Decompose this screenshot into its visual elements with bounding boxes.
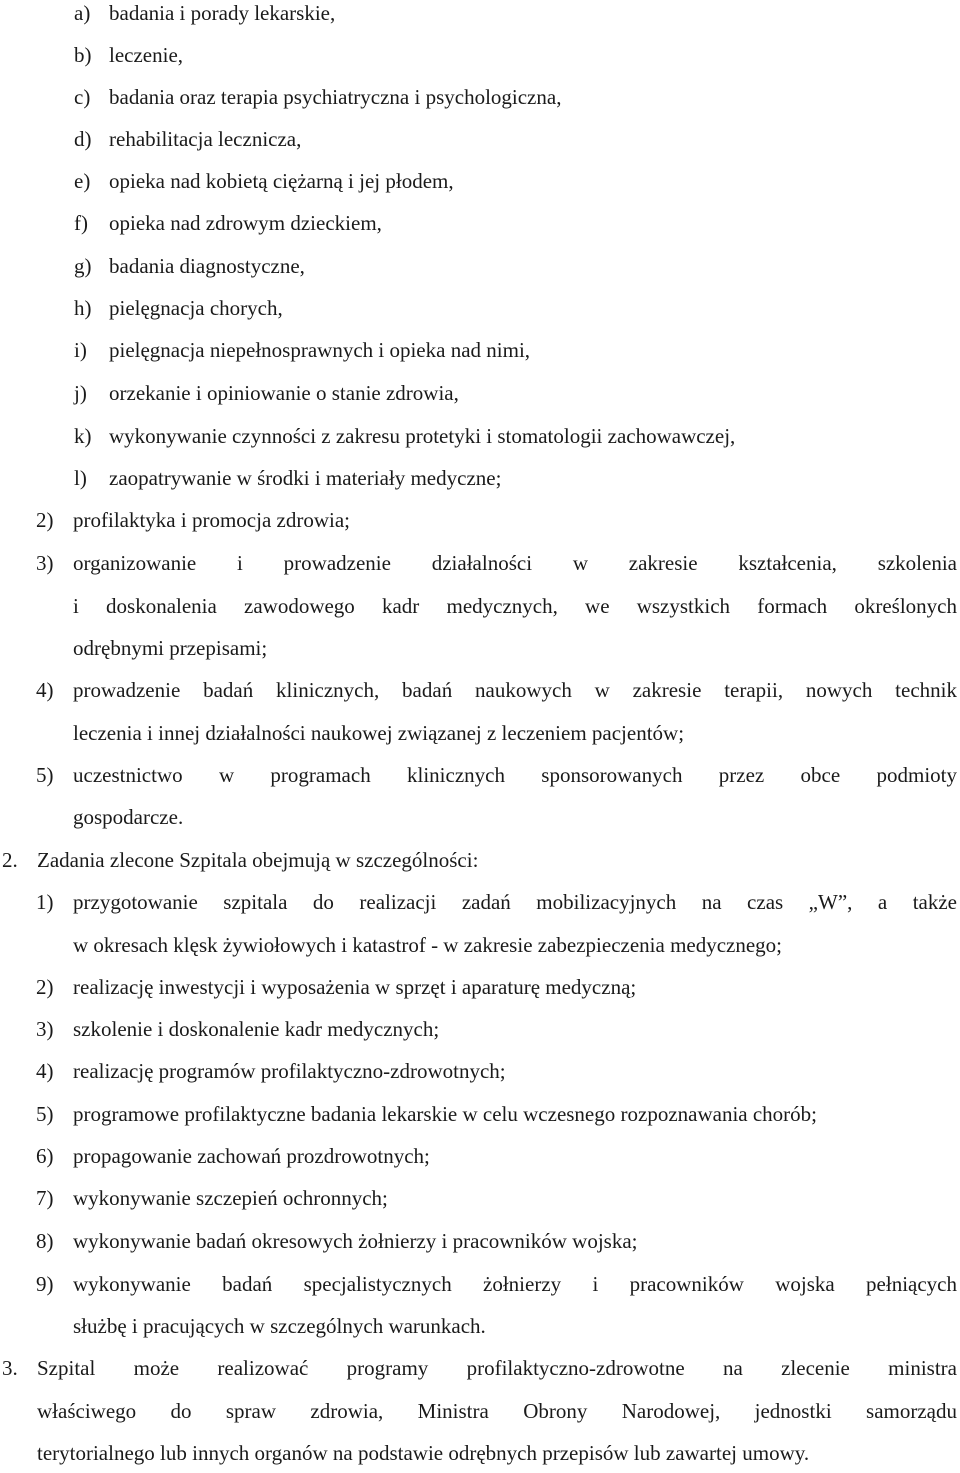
section-number: 3. — [2, 1356, 18, 1380]
item-text: przygotowanie szpitala do realizacji zadań mobilizacyjnych na czas „W”, a także — [73, 890, 957, 914]
section-text: terytorialnego lub innych organów na podstawie odrębnych przepisów lub zawartej umowy. — [37, 1441, 810, 1465]
item-marker: 8) — [36, 1229, 54, 1253]
item-marker: k) — [74, 424, 92, 448]
item-text: pielęgnacja chorych, — [109, 296, 283, 320]
item-text: organizowanie i prowadzenie działalności w zakresie kształcenia, szkolenia — [73, 551, 957, 575]
item-marker: e) — [74, 169, 91, 193]
item-text: orzekanie i opiniowanie o stanie zdrowia, — [109, 381, 459, 405]
section-text: właściwego do spraw zdrowia, Ministra Obrony Narodowej, jednostki samorządu — [37, 1399, 957, 1423]
item-text: opieka nad zdrowym dzieckiem, — [109, 211, 382, 235]
item-text: wykonywanie badań okresowych żołnierzy i pracowników wojska; — [73, 1229, 638, 1253]
item-text: profilaktyka i promocja zdrowia; — [73, 508, 350, 532]
item-text: leczenia i innej działalności naukowej związanej z leczeniem pacjentów; — [73, 721, 685, 745]
item-text: wykonywanie badań specjalistycznych żołnierzy i pracowników wojska pełniących — [73, 1272, 957, 1296]
item-marker: 3) — [36, 1017, 54, 1041]
item-marker: 9) — [36, 1272, 54, 1296]
section-number: 2. — [2, 848, 18, 872]
item-text: badania diagnostyczne, — [109, 254, 305, 278]
item-marker: f) — [74, 211, 88, 235]
item-marker: 6) — [36, 1144, 54, 1168]
item-text: prowadzenie badań klinicznych, badań naukowych w zakresie terapii, nowych technik — [73, 678, 957, 702]
section-text: Szpital może realizować programy profilaktyczno-zdrowotne na zlecenie ministra — [37, 1356, 957, 1380]
item-marker: a) — [74, 1, 91, 25]
item-marker: l) — [74, 466, 87, 490]
item-marker: c) — [74, 85, 91, 109]
item-text: realizację programów profilaktyczno-zdrowotnych; — [73, 1059, 506, 1083]
item-text: realizację inwestycji i wyposażenia w sprzęt i aparaturę medyczną; — [73, 975, 637, 999]
item-text: opieka nad kobietą ciężarną i jej płodem, — [109, 169, 454, 193]
item-marker: 2) — [36, 508, 54, 532]
item-text: wykonywanie szczepień ochronnych; — [73, 1186, 388, 1210]
section-text: Zadania zlecone Szpitala obejmują w szczególności: — [37, 848, 479, 872]
item-text: badania i porady lekarskie, — [109, 1, 336, 25]
item-marker: 4) — [36, 678, 54, 702]
item-marker: g) — [74, 254, 92, 278]
item-text: leczenie, — [109, 43, 184, 67]
item-text: badania oraz terapia psychiatryczna i psychologiczna, — [109, 85, 562, 109]
item-marker: i) — [74, 338, 87, 362]
item-text: i doskonalenia zawodowego kadr medycznych, we wszystkich formach określonych — [73, 594, 957, 618]
item-text: propagowanie zachowań prozdrowotnych; — [73, 1144, 430, 1168]
item-text: w okresach klęsk żywiołowych i katastrof - w zakresie zabezpieczenia medycznego; — [73, 933, 783, 957]
item-text: programowe profilaktyczne badania lekarskie w celu wczesnego rozpoznawania chorób; — [73, 1102, 818, 1126]
item-text: odrębnymi przepisami; — [73, 636, 268, 660]
item-text: gospodarcze. — [73, 805, 184, 829]
item-text: rehabilitacja lecznicza, — [109, 127, 302, 151]
item-text: służbę i pracujących w szczególnych warunkach. — [73, 1314, 486, 1338]
item-marker: 4) — [36, 1059, 54, 1083]
item-text: szkolenie i doskonalenie kadr medycznych; — [73, 1017, 440, 1041]
item-marker: 1) — [36, 890, 54, 914]
item-marker: j) — [74, 381, 87, 405]
item-marker: 5) — [36, 1102, 54, 1126]
item-marker: 5) — [36, 763, 54, 787]
item-text: pielęgnacja niepełnosprawnych i opieka nad nimi, — [109, 338, 531, 362]
item-text: wykonywanie czynności z zakresu protetyki i stomatologii zachowawczej, — [109, 424, 736, 448]
item-marker: 3) — [36, 551, 54, 575]
item-text: zaopatrywanie w środki i materiały medyczne; — [109, 466, 502, 490]
item-marker: b) — [74, 43, 92, 67]
item-marker: 2) — [36, 975, 54, 999]
item-text: uczestnictwo w programach klinicznych sponsorowanych przez obce podmioty — [73, 763, 957, 787]
item-marker: d) — [74, 127, 92, 151]
item-marker: 7) — [36, 1186, 54, 1210]
item-marker: h) — [74, 296, 92, 320]
